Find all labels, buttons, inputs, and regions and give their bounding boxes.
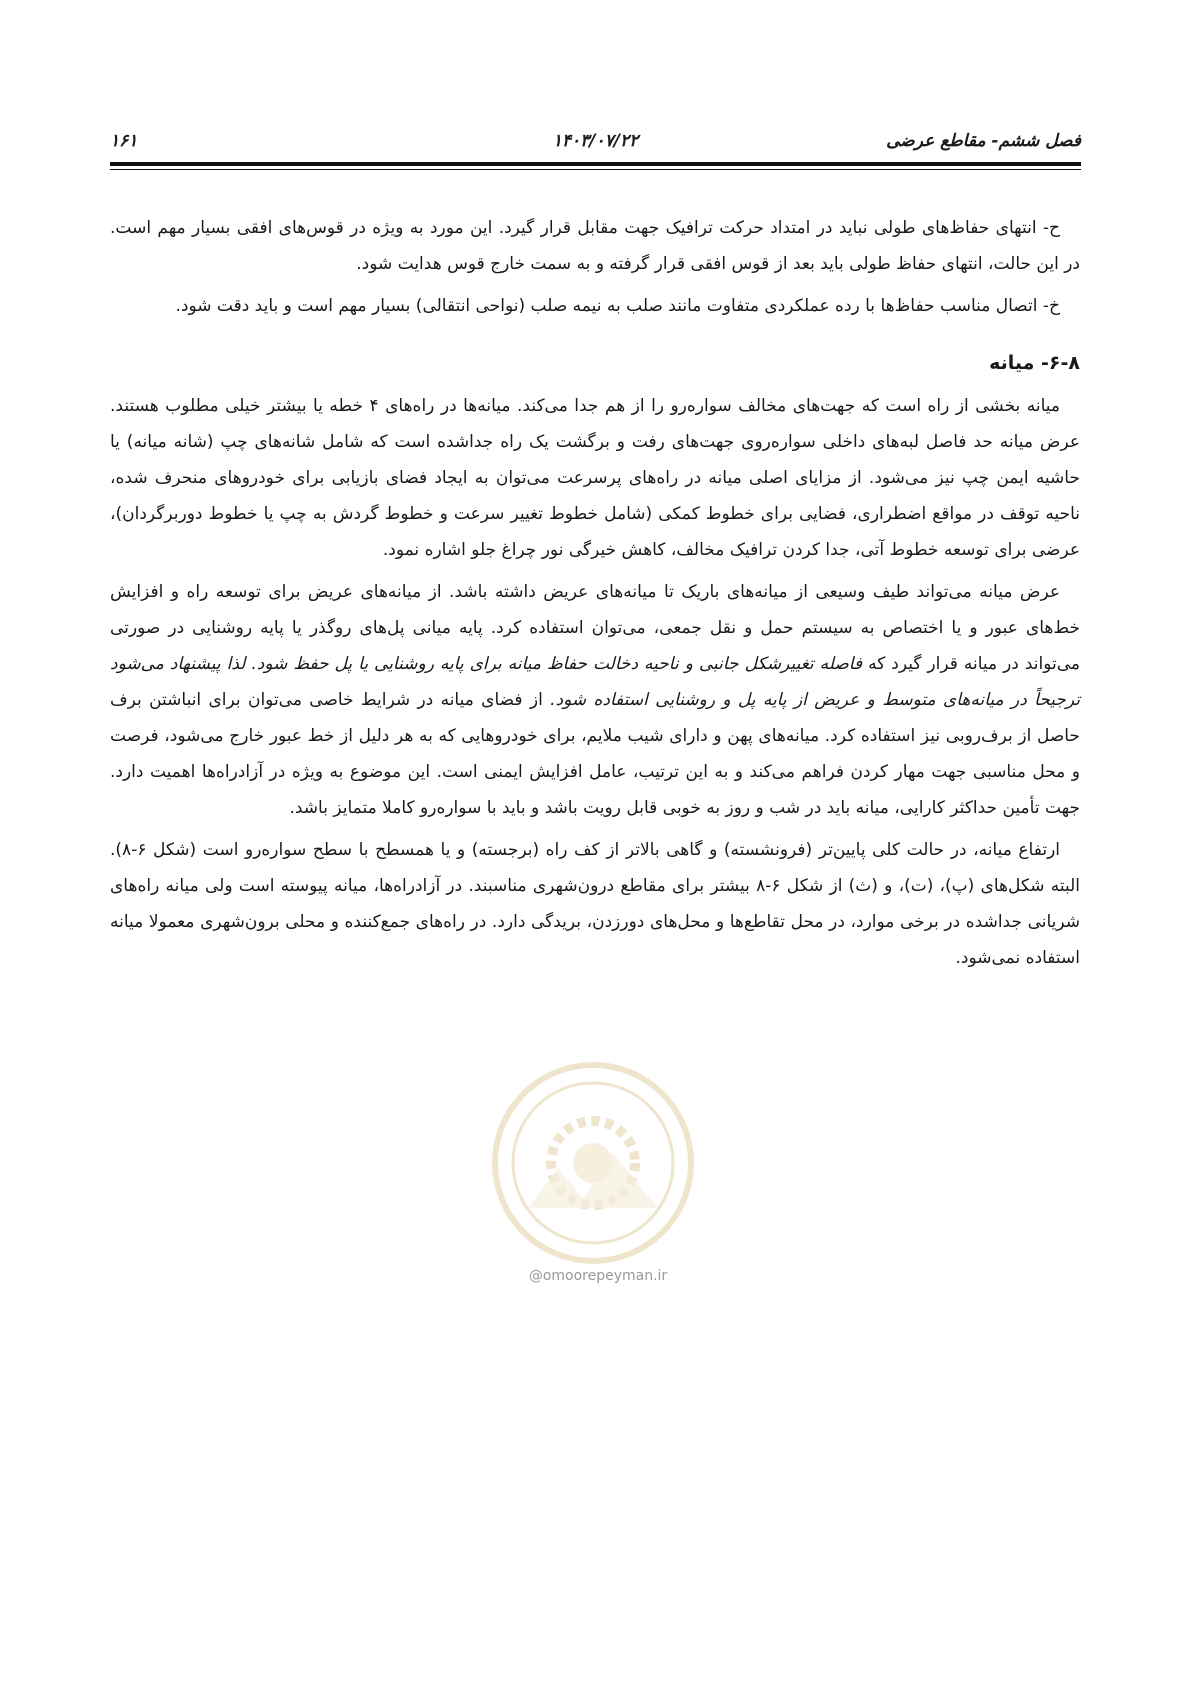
paragraph-median-width-italic: فاصله تغییرشکل جانبی و ناحیه دخالت حفاظ میانه برای پایه روشنایی یا پل حفظ شود. لذا پیشنهاد می‌شود ترجیحاً در میانه‌های متوسط و عریض از پایه پل و روشنایی استفاده شود. [110,654,1081,710]
body-text [110,210,1080,982]
paragraph-median-width-end: از فضای میانه در شرایط خاصی می‌توان برای انباشتن برف حاصل از برف‌روبی نیز استفاده کرد. میانه‌های پهن و دارای شیب ملایم، برای خودروهایی که به هر دلیل از خط عبور خارج می‌شود، فرصت و محل مناسبی جهت مهار کردن فراهم می‌کند و به این ترتیب، عامل افزایش ایمنی است. این موضوع به ویژه در آزادراه‌ها اهمیت دارد. جهت تأمین حداکثر کارایی، میانه باید در شب و روز به خوبی قابل رویت باشد و باید با سواره‌رو کاملا متمایز باشد. [110,690,1080,818]
watermark-text: @omoorepeyman.ir [528,1268,668,1284]
watermark-seal-icon [488,1058,698,1268]
page-number: ۱۶۱ [110,131,138,151]
header-rule-thin [110,169,1081,170]
paragraph-median-definition: میانه بخشی از راه است که جهت‌های مخالف سواره‌رو را از هم جدا می‌کند. میانه‌ها در راه‌های ۴ خطه یا بیشتر خیلی مطلوب هستند. عرض میانه حد فاصل لبه‌های داخلی سواره‌روی جهت‌های رفت و برگشت یک راه جداشده است که شامل شانه‌های چپ (شانه میانه) یا حاشیه ایمن چپ نیز می‌شود. از مزایای اصلی میانه در راه‌های پرسرعت می‌توان به ایجاد فضای بازیابی برای خودروهای منحرف شده، ناحیه توقف در مواقع اضطراری، فضایی برای خطوط کمکی (شامل خطوط تغییر سرعت و خطوط گردش به چپ یا خطوط دوربرگردان)، عرضی برای توسعه خطوط آتی، جدا کردن ترافیک مخالف، کاهش خیرگی نور چراغ جلو اشاره نمود. [110,396,1080,560]
paragraph-guardrail-connection: خ- اتصال مناسب حفاظ‌ها با رده عملکردی متفاوت مانند صلب به نیمه صلب (نواحی انتقالی) بسیار مهم است و باید دقت شود. [175,296,1060,316]
paragraph-median-width-start: عرض میانه می‌تواند طیف وسیعی از میانه‌های باریک تا میانه‌های عریض داشته باشد. از میانه‌های عریض برای توسعه راه و افزایش خط‌های عبور و یا اختصاص به سیستم حمل و نقل جمعی، می‌توان استفاده کرد. پایه میانی پل‌های روگذر یا پایه روشنایی در صورتی می‌تواند در میانه قرار گیرد که [110,582,1081,674]
header-date: ۱۴۰۳/۰۷/۲۲ [552,131,639,151]
section-heading-median: ۶-۸- میانه [989,352,1080,374]
paragraph-guardrail-ends: ح- انتهای حفاظ‌های طولی نباید در امتداد حرکت ترافیک جهت مقابل قرار گیرد. این مورد به ویژه در قوس‌های افقی بسیار مهم است. در این حالت، انتهای حفاظ طولی باید بعد از قوس افقی قرار گرفته و به سمت خارج قوس هدایت شود. [110,218,1080,274]
page-header [110,125,1081,155]
header-rule-thick [110,162,1081,166]
chapter-title: فصل ششم- مقاطع عرضی [886,131,1081,151]
paragraph-median-height: ارتفاع میانه، در حالت کلی پایین‌تر (فرونشسته) و گاهی بالاتر از کف راه (برجسته) و یا همسطح با سطح سواره‌رو است (شکل ۶-۸). البته شکل‌های (پ)، (ت)، و (ث) از شکل ۶-۸ بیشتر برای مقاطع درون‌شهری مناسبند. در آزادراه‌ها، میانه پیوسته است ولی میانه راه‌های شریانی جداشده در برخی موارد، در محل تقاطع‌ها و محل‌های دورزدن، بریدگی دارد. در راه‌های جمع‌کننده و محلی برون‌شهری معمولا میانه استفاده نمی‌شود. [110,840,1080,968]
paragraph-median-width [110,574,1080,826]
